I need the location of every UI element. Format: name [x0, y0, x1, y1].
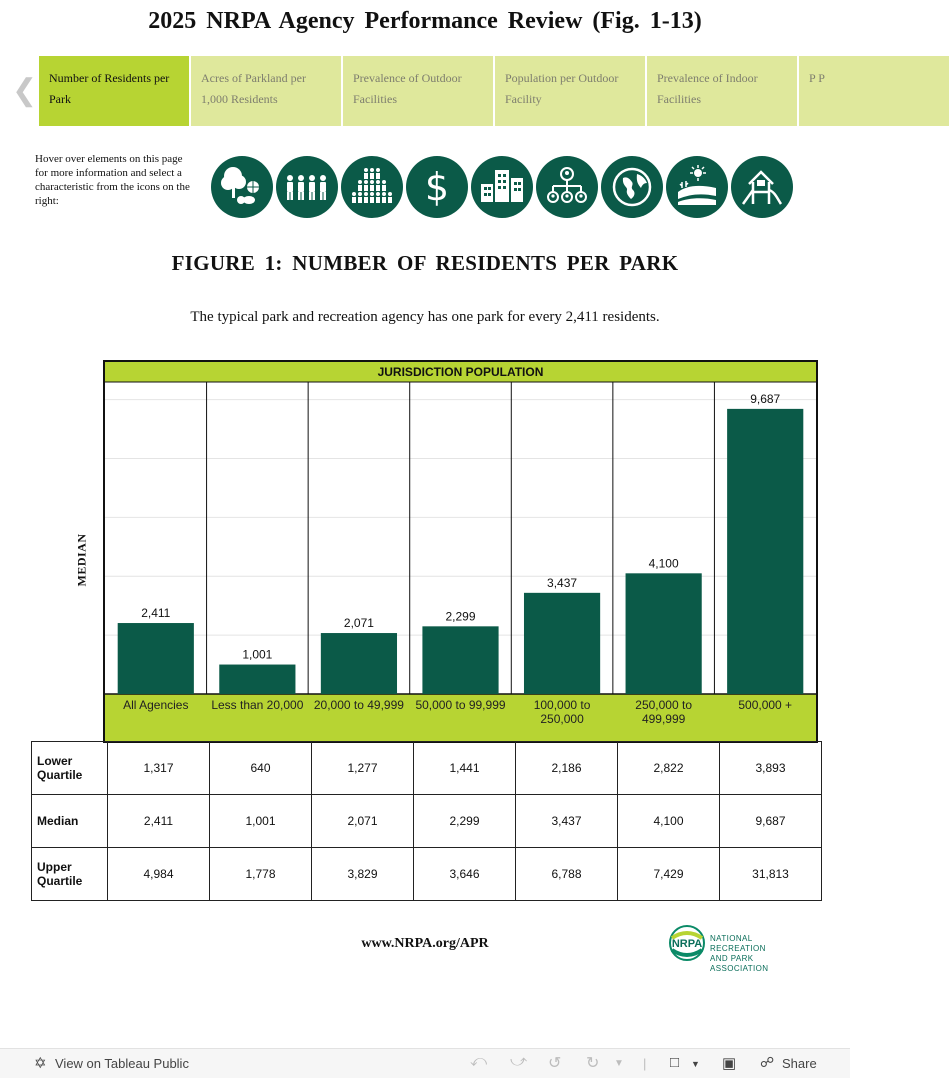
- refresh-dropdown-icon[interactable]: ▼: [614, 1058, 624, 1069]
- budget-icon[interactable]: [406, 156, 468, 218]
- bar[interactable]: [219, 665, 295, 694]
- hint-text: Hover over elements on this page for more information and select a characteristic from the icons on the right:: [35, 153, 190, 207]
- tab-next-partial[interactable]: P P: [799, 56, 949, 126]
- toolbar-divider: |: [643, 1056, 647, 1071]
- row-label: Median: [32, 795, 108, 848]
- bar-value-label: 2,299: [445, 609, 476, 624]
- bar-chart: [105, 362, 816, 741]
- share-icon[interactable]: ☍: [760, 1054, 775, 1070]
- figure-subtitle: The typical park and recreation agency has one park for every 2,411 residents.: [190, 309, 660, 325]
- table-cell: 1,317: [108, 742, 210, 795]
- table-cell: 2,411: [108, 795, 210, 848]
- category-label: 50,000 to 99,999: [415, 698, 506, 712]
- table-cell: 3,893: [720, 742, 822, 795]
- table-cell: 9,687: [720, 795, 822, 848]
- table-cell: 4,984: [108, 848, 210, 901]
- category-label: 100,000 to 250,000: [533, 698, 591, 726]
- tableau-logo-icon[interactable]: ✡: [34, 1055, 47, 1072]
- category-label: All Agencies: [123, 698, 189, 712]
- bar[interactable]: [524, 593, 600, 694]
- fullscreen-icon[interactable]: ▣: [722, 1055, 737, 1072]
- bar[interactable]: [118, 623, 194, 694]
- refresh-icon[interactable]: ↻: [586, 1055, 600, 1072]
- table-cell: 31,813: [720, 848, 822, 901]
- table-cell: 6,788: [516, 848, 618, 901]
- category-label: 250,000 to 499,999: [635, 698, 693, 726]
- svg-text:$: $: [424, 165, 450, 209]
- table-cell: 1,778: [210, 848, 312, 901]
- comment-dropdown-icon[interactable]: ▼: [691, 1059, 700, 1069]
- revert-icon[interactable]: ↺: [548, 1055, 562, 1072]
- tab-outdoor-facilities[interactable]: Prevalence of Outdoor Facilities: [343, 56, 493, 126]
- quartile-table: [31, 741, 822, 901]
- table-cell: 3,646: [414, 848, 516, 901]
- bar-value-label: 2,411: [141, 606, 171, 621]
- table-row: [32, 742, 822, 795]
- undo-icon[interactable]: ⤺: [470, 1053, 488, 1070]
- svg-text:NRPA: NRPA: [671, 938, 703, 950]
- nrpa-logo: [668, 924, 808, 973]
- table-cell: 3,829: [312, 848, 414, 901]
- bar-value-label: 2,071: [343, 616, 374, 631]
- tableau-toolbar: [0, 1048, 850, 1078]
- prev-arrow-icon[interactable]: ❮: [12, 74, 38, 107]
- table-cell: 4,100: [618, 795, 720, 848]
- table-cell: 2,299: [414, 795, 516, 848]
- logo-line-1: NATIONAL RECREATION: [710, 934, 766, 953]
- globe-icon[interactable]: [601, 156, 663, 218]
- table-cell: 3,437: [516, 795, 618, 848]
- page-title: 2025 NRPA Agency Performance Review (Fig. 1-13): [148, 8, 702, 34]
- footer-url[interactable]: www.NRPA.org/APR: [361, 936, 489, 951]
- comment-icon[interactable]: □: [670, 1054, 680, 1071]
- table-row: [32, 795, 822, 848]
- category-label: Less than 20,000: [211, 698, 304, 712]
- chart-header-title: JURISDICTION POPULATION: [377, 365, 544, 379]
- figure-title: FIGURE 1: NUMBER OF RESIDENTS PER PARK: [171, 251, 679, 275]
- table-cell: 2,822: [618, 742, 720, 795]
- bar[interactable]: [321, 633, 397, 694]
- table-row: [32, 848, 822, 901]
- share-button[interactable]: Share: [782, 1056, 817, 1071]
- farmland-icon[interactable]: [666, 156, 728, 218]
- bar-value-label: 1,001: [242, 647, 273, 662]
- bar-value-label: 4,100: [648, 556, 679, 571]
- table-cell: 7,429: [618, 848, 720, 901]
- logo-text: [710, 934, 808, 974]
- chart-container: [103, 360, 818, 743]
- logo-line-2: AND PARK ASSOCIATION: [710, 954, 769, 973]
- row-label: Upper Quartile: [32, 848, 108, 901]
- table-cell: 1,277: [312, 742, 414, 795]
- bar-value-label: 9,687: [750, 391, 781, 406]
- view-on-tableau-link[interactable]: View on Tableau Public: [55, 1056, 189, 1071]
- category-label: 500,000 +: [738, 698, 793, 712]
- nrpa-logo-mark-icon: [668, 924, 708, 964]
- table-cell: 2,071: [312, 795, 414, 848]
- category-label: 20,000 to 49,999: [313, 698, 404, 712]
- organization-icon[interactable]: [536, 156, 598, 218]
- bar-value-label: 3,437: [547, 575, 578, 590]
- park-activities-icon[interactable]: [211, 156, 273, 218]
- tab-indoor-facilities[interactable]: Prevalence of Indoor Facilities: [647, 56, 797, 126]
- table-cell: 1,001: [210, 795, 312, 848]
- y-axis-label: MEDIAN: [74, 533, 89, 587]
- table-cell: 640: [210, 742, 312, 795]
- bar[interactable]: [727, 409, 803, 694]
- population-icon[interactable]: [341, 156, 403, 218]
- tab-acres-per-1000[interactable]: Acres of Parkland per 1,000 Residents: [191, 56, 341, 126]
- tab-residents-per-park[interactable]: Number of Residents per Park: [39, 56, 189, 126]
- table-cell: 1,441: [414, 742, 516, 795]
- row-label: Lower Quartile: [32, 742, 108, 795]
- table-cell: 2,186: [516, 742, 618, 795]
- bar[interactable]: [422, 626, 498, 694]
- city-buildings-icon[interactable]: [471, 156, 533, 218]
- playground-icon[interactable]: [731, 156, 793, 218]
- redo-icon[interactable]: ⤻: [510, 1053, 528, 1070]
- tab-population-per-outdoor[interactable]: Population per Outdoor Facility: [495, 56, 645, 126]
- staff-icon[interactable]: [276, 156, 338, 218]
- characteristic-tabs: [39, 56, 825, 126]
- bar[interactable]: [626, 573, 702, 694]
